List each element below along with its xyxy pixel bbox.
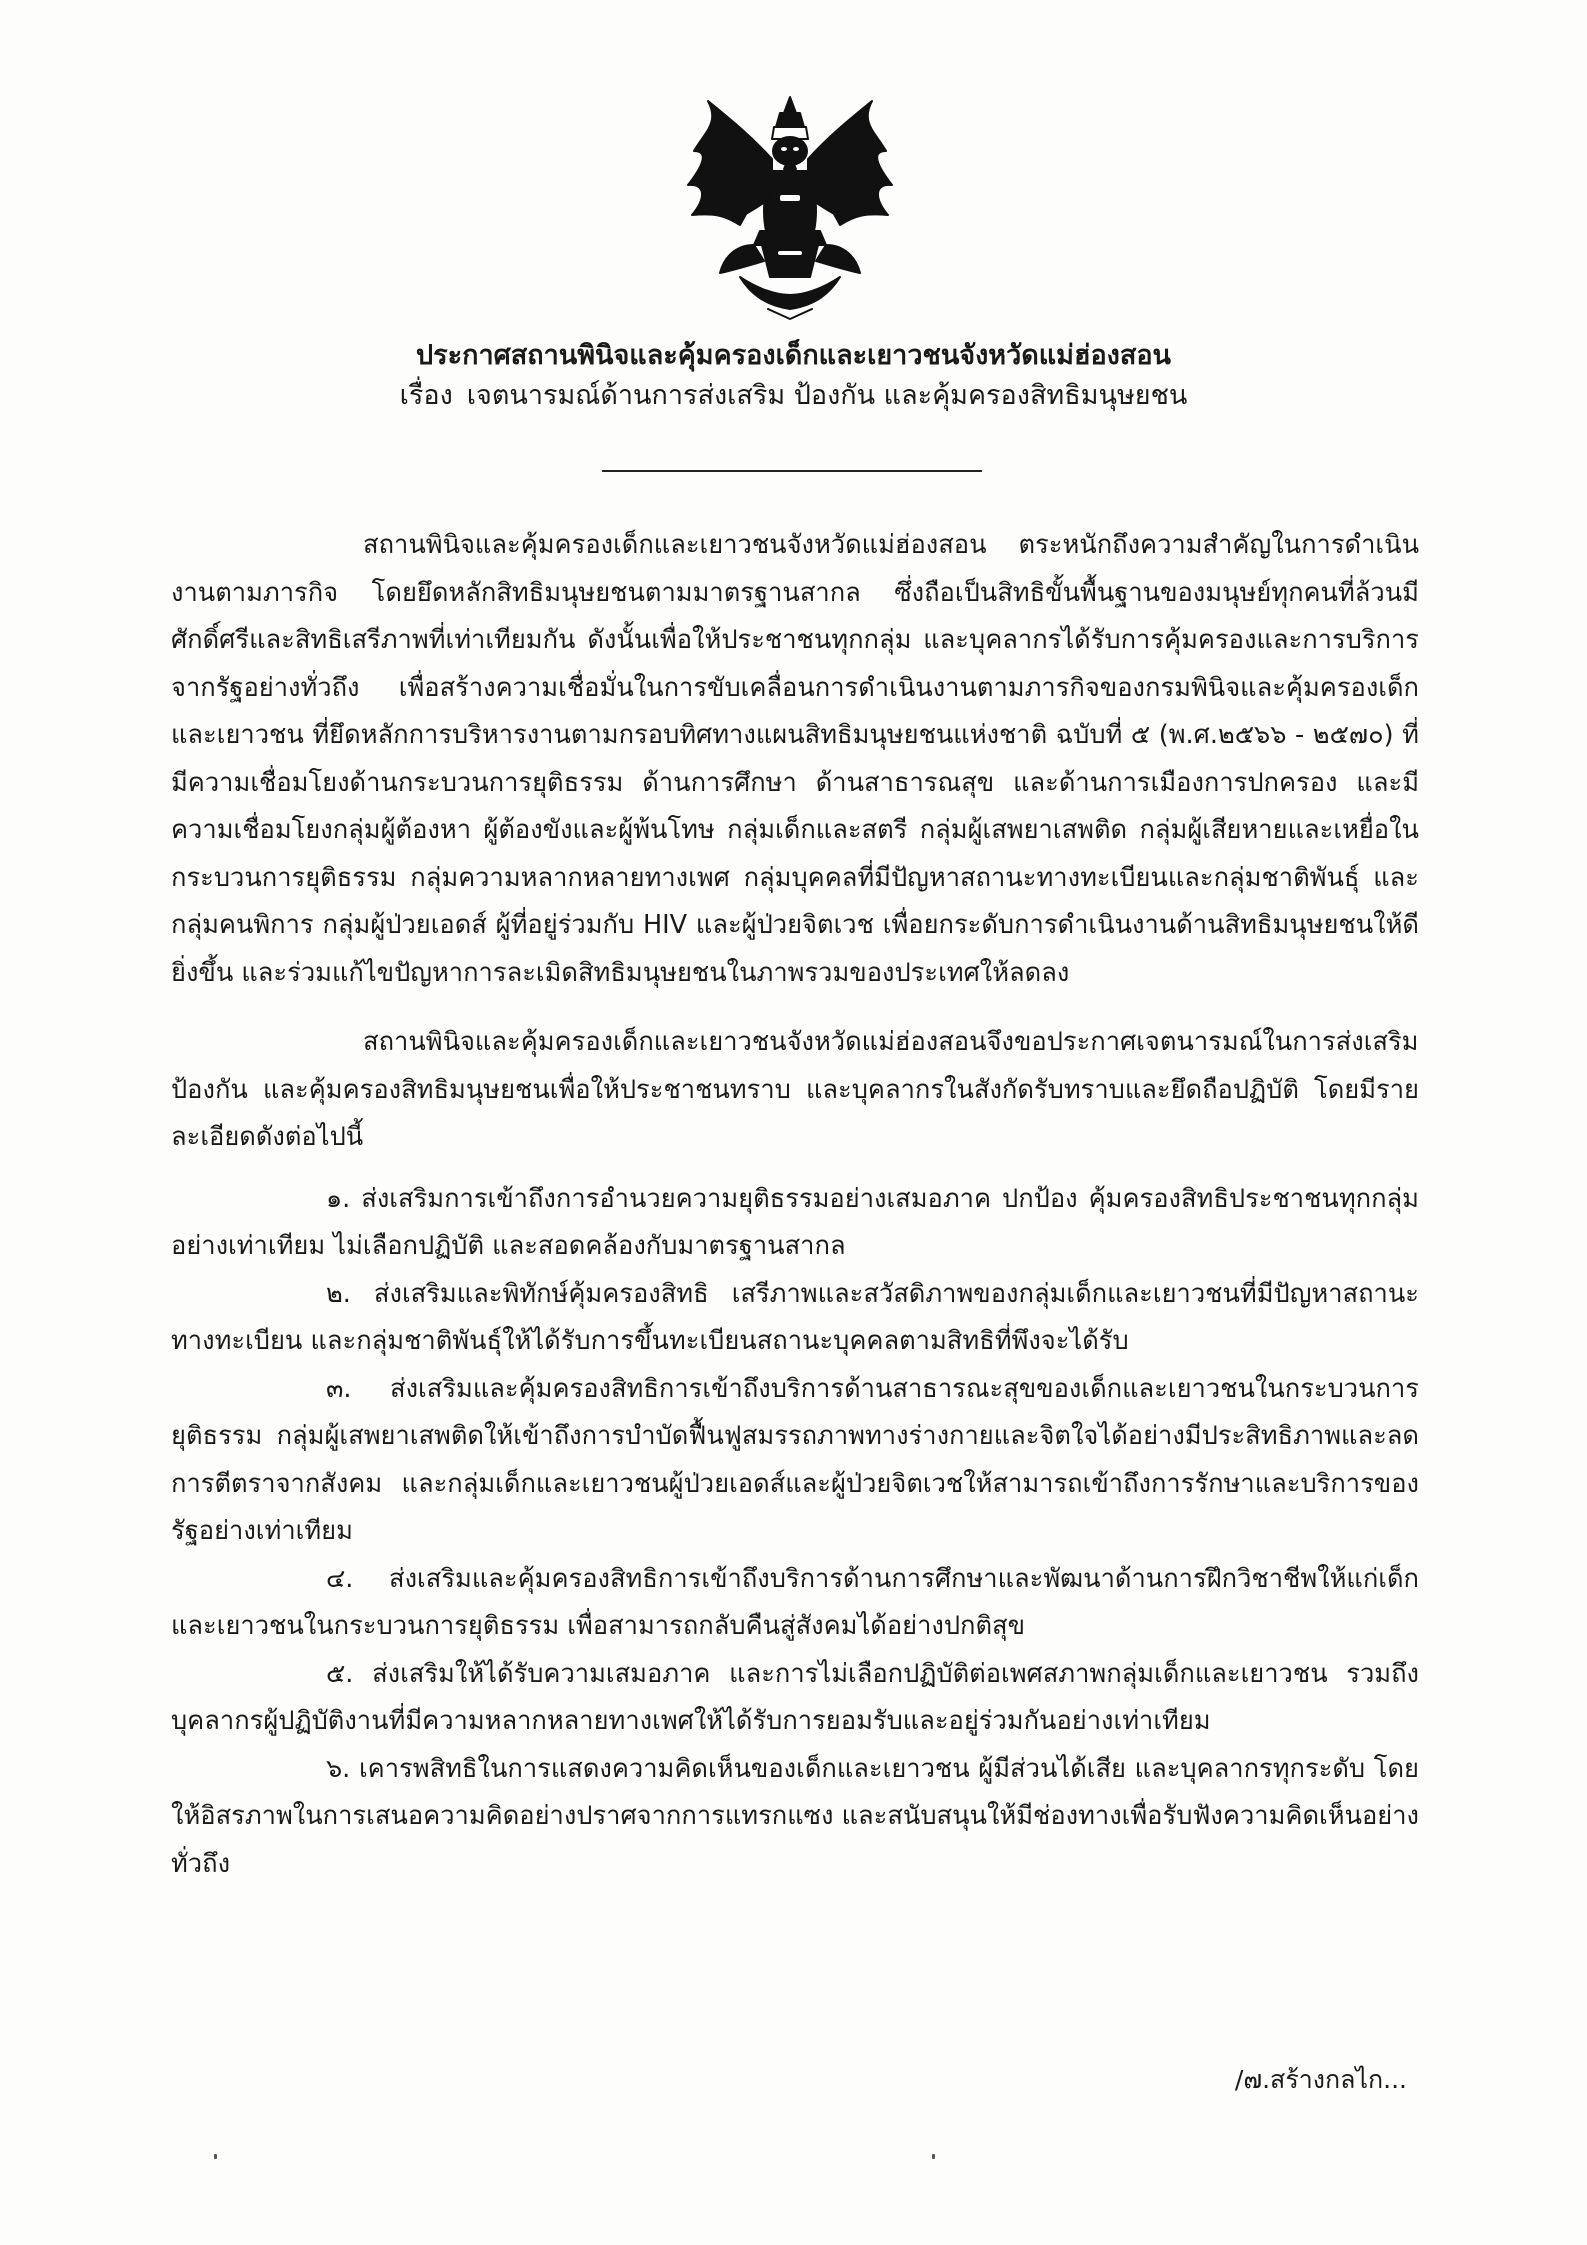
list-item: ๒. ส่งเสริมและพิทักษ์คุ้มครองสิทธิ เสรีภาพและสวัสดิภาพของกลุ่มเด็กและเยาวชนที่มีปัญหาสถานะทางทะเบียน และกลุ่มชาติพันธุ์ให้ได้รับการขึ้นทะเบียนสถานะบุคคลตามสิทธิที่พึงจะได้รับ — [171, 1278, 1419, 1356]
list-item: ๕. ส่งเสริมให้ได้รับความเสมอภาค และการไม่เลือกปฏิบัติต่อเพศสภาพกลุ่มเด็กและเยาวชน รวมถึงบุคลากรผู้ปฏิบัติงานที่มีความหลากหลายทางเพศให้ได้รับการยอมรับและอยู่ร่วมกันอย่างเท่าเทียม — [171, 1658, 1419, 1736]
paragraph-intro: สถานพินิจและคุ้มครองเด็กและเยาวชนจังหวัดแม่ฮ่องสอน ตระหนักถึงความสำคัญในการดำเนินงานตามภารกิจ โดยยึดหลักสิทธิมนุษยชนตามมาตรฐานสากล ซึ่งถือเป็นสิทธิขั้นพื้นฐานของมนุษย์ทุกคนที่ล้วนมีศักดิ์ศรีและสิทธิเสรีภาพที่เท่าเทียมกัน ดังนั้นเพื่อให้ประชาชนทุกกลุ่ม และบุคลากรได้รับการคุ้มครองและการบริการจากรัฐอย่างทั่วถึง เพื่อสร้างความเชื่อมั่นในการขับเคลื่อนการดำเนินงานตามภารกิจของกรมพินิจและคุ้มครองเด็กและเยาวชน ที่ยึดหลักการบริหารงานตามกรอบทิศทางแผนสิทธิมนุษยชนแห่งชาติ ฉบับที่ ๕ (พ.ศ.๒๕๖๖ - ๒๕๗๐) ที่มีความเชื่อมโยงด้านกระบวนการยุติธรรม ด้านการศึกษา ด้านสาธารณสุข และด้านการเมืองการปกครอง และมีความเชื่อมโยงกลุ่มผู้ต้องหา ผู้ต้องขังและผู้พ้นโทษ กลุ่มเด็กและสตรี กลุ่มผู้เสพยาเสพติด กลุ่มผู้เสียหายและเหยื่อในกระบวนการยุติธรรม กลุ่มความหลากหลายทางเพศ กลุ่มบุคคลที่มีปัญหาสถานะทางทะเบียนและกลุ่มชาติพันธุ์ และกลุ่มคนพิการ กลุ่มผู้ป่วยเอดส์ ผู้ที่อยู่ร่วมกับ HIV และผู้ป่วยจิตเวช เพื่อยกระดับการดำเนินงานด้านสิทธิมนุษยชนให้ดียิ่งขึ้น และร่วมแก้ไขปัญหาการละเมิดสิทธิมนุษยชนในภาพรวมของประเทศให้ลดลง — [171, 530, 1419, 988]
list-item: ๔. ส่งเสริมและคุ้มครองสิทธิการเข้าถึงบริการด้านการศึกษาและพัฒนาด้านการฝึกวิชาชีพให้แก่เด็กและเยาวชนในกระบวนการยุติธรรม เพื่อสามารถกลับคืนสู่สังคมได้อย่างปกติสุข — [171, 1563, 1419, 1641]
announcement-title: ประกาศสถานพินิจและคุ้มครองเด็กและเยาวชนจังหวัดแม่ฮ่องสอน — [415, 340, 1172, 371]
subject-label: เรื่อง — [399, 380, 453, 411]
header-divider — [602, 470, 982, 472]
paragraph-declaration: สถานพินิจและคุ้มครองเด็กและเยาวชนจังหวัดแม่ฮ่องสอนจึงขอประกาศเจตนารมณ์ในการส่งเสริม ป้องกัน และคุ้มครองสิทธิมนุษยชนเพื่อให้ประชาชนทราบ และบุคลากรในสังกัดรับทราบและยึดถือปฏิบัติ โดยมีรายละเอียดดังต่อไปนี้ — [171, 1027, 1419, 1152]
document-body — [171, 522, 1419, 1888]
announcement-subject — [0, 376, 1587, 416]
scan-speck — [214, 2154, 217, 2159]
subject-text: เจตนารมณ์ด้านการส่งเสริม ป้องกัน และคุ้มครองสิทธิมนุษยชน — [466, 380, 1188, 411]
document-header — [0, 336, 1587, 416]
list-item: ๓. ส่งเสริมและคุ้มครองสิทธิการเข้าถึงบริการด้านสาธารณะสุขของเด็กและเยาวชนในกระบวนการยุติธรรม กลุ่มผู้เสพยาเสพติดให้เข้าถึงการบำบัดฟื้นฟูสมรรถภาพทางร่างกายและจิตใจได้อย่างมีประสิทธิภาพและลดการตีตราจากสังคม และกลุ่มเด็กและเยาวชนผู้ป่วยเอดส์และผู้ป่วยจิตเวชให้สามารถเข้าถึงการรักษาและบริการของรัฐอย่างเท่าเทียม — [171, 1373, 1419, 1546]
page-continuation: /๗.สร้างกลไก... — [1234, 2065, 1407, 2094]
garuda-emblem-icon — [680, 95, 900, 320]
list-item: ๑. ส่งเสริมการเข้าถึงการอำนวยความยุติธรรมอย่างเสมอภาค ปกป้อง คุ้มครองสิทธิประชาชนทุกกลุ่มอย่างเท่าเทียม ไม่เลือกปฏิบัติ และสอดคล้องกับมาตรฐานสากล — [171, 1183, 1419, 1261]
scan-speck — [932, 2154, 935, 2159]
list-item: ๖. เคารพสิทธิในการแสดงความคิดเห็นของเด็กและเยาวชน ผู้มีส่วนได้เสีย และบุคลากรทุกระดับ โดยให้อิสรภาพในการเสนอความคิดอย่างปราศจากการแทรกแซง และสนับสนุนให้มีช่องทางเพื่อรับฟังความคิดเห็นอย่างทั่วถึง — [171, 1753, 1419, 1879]
